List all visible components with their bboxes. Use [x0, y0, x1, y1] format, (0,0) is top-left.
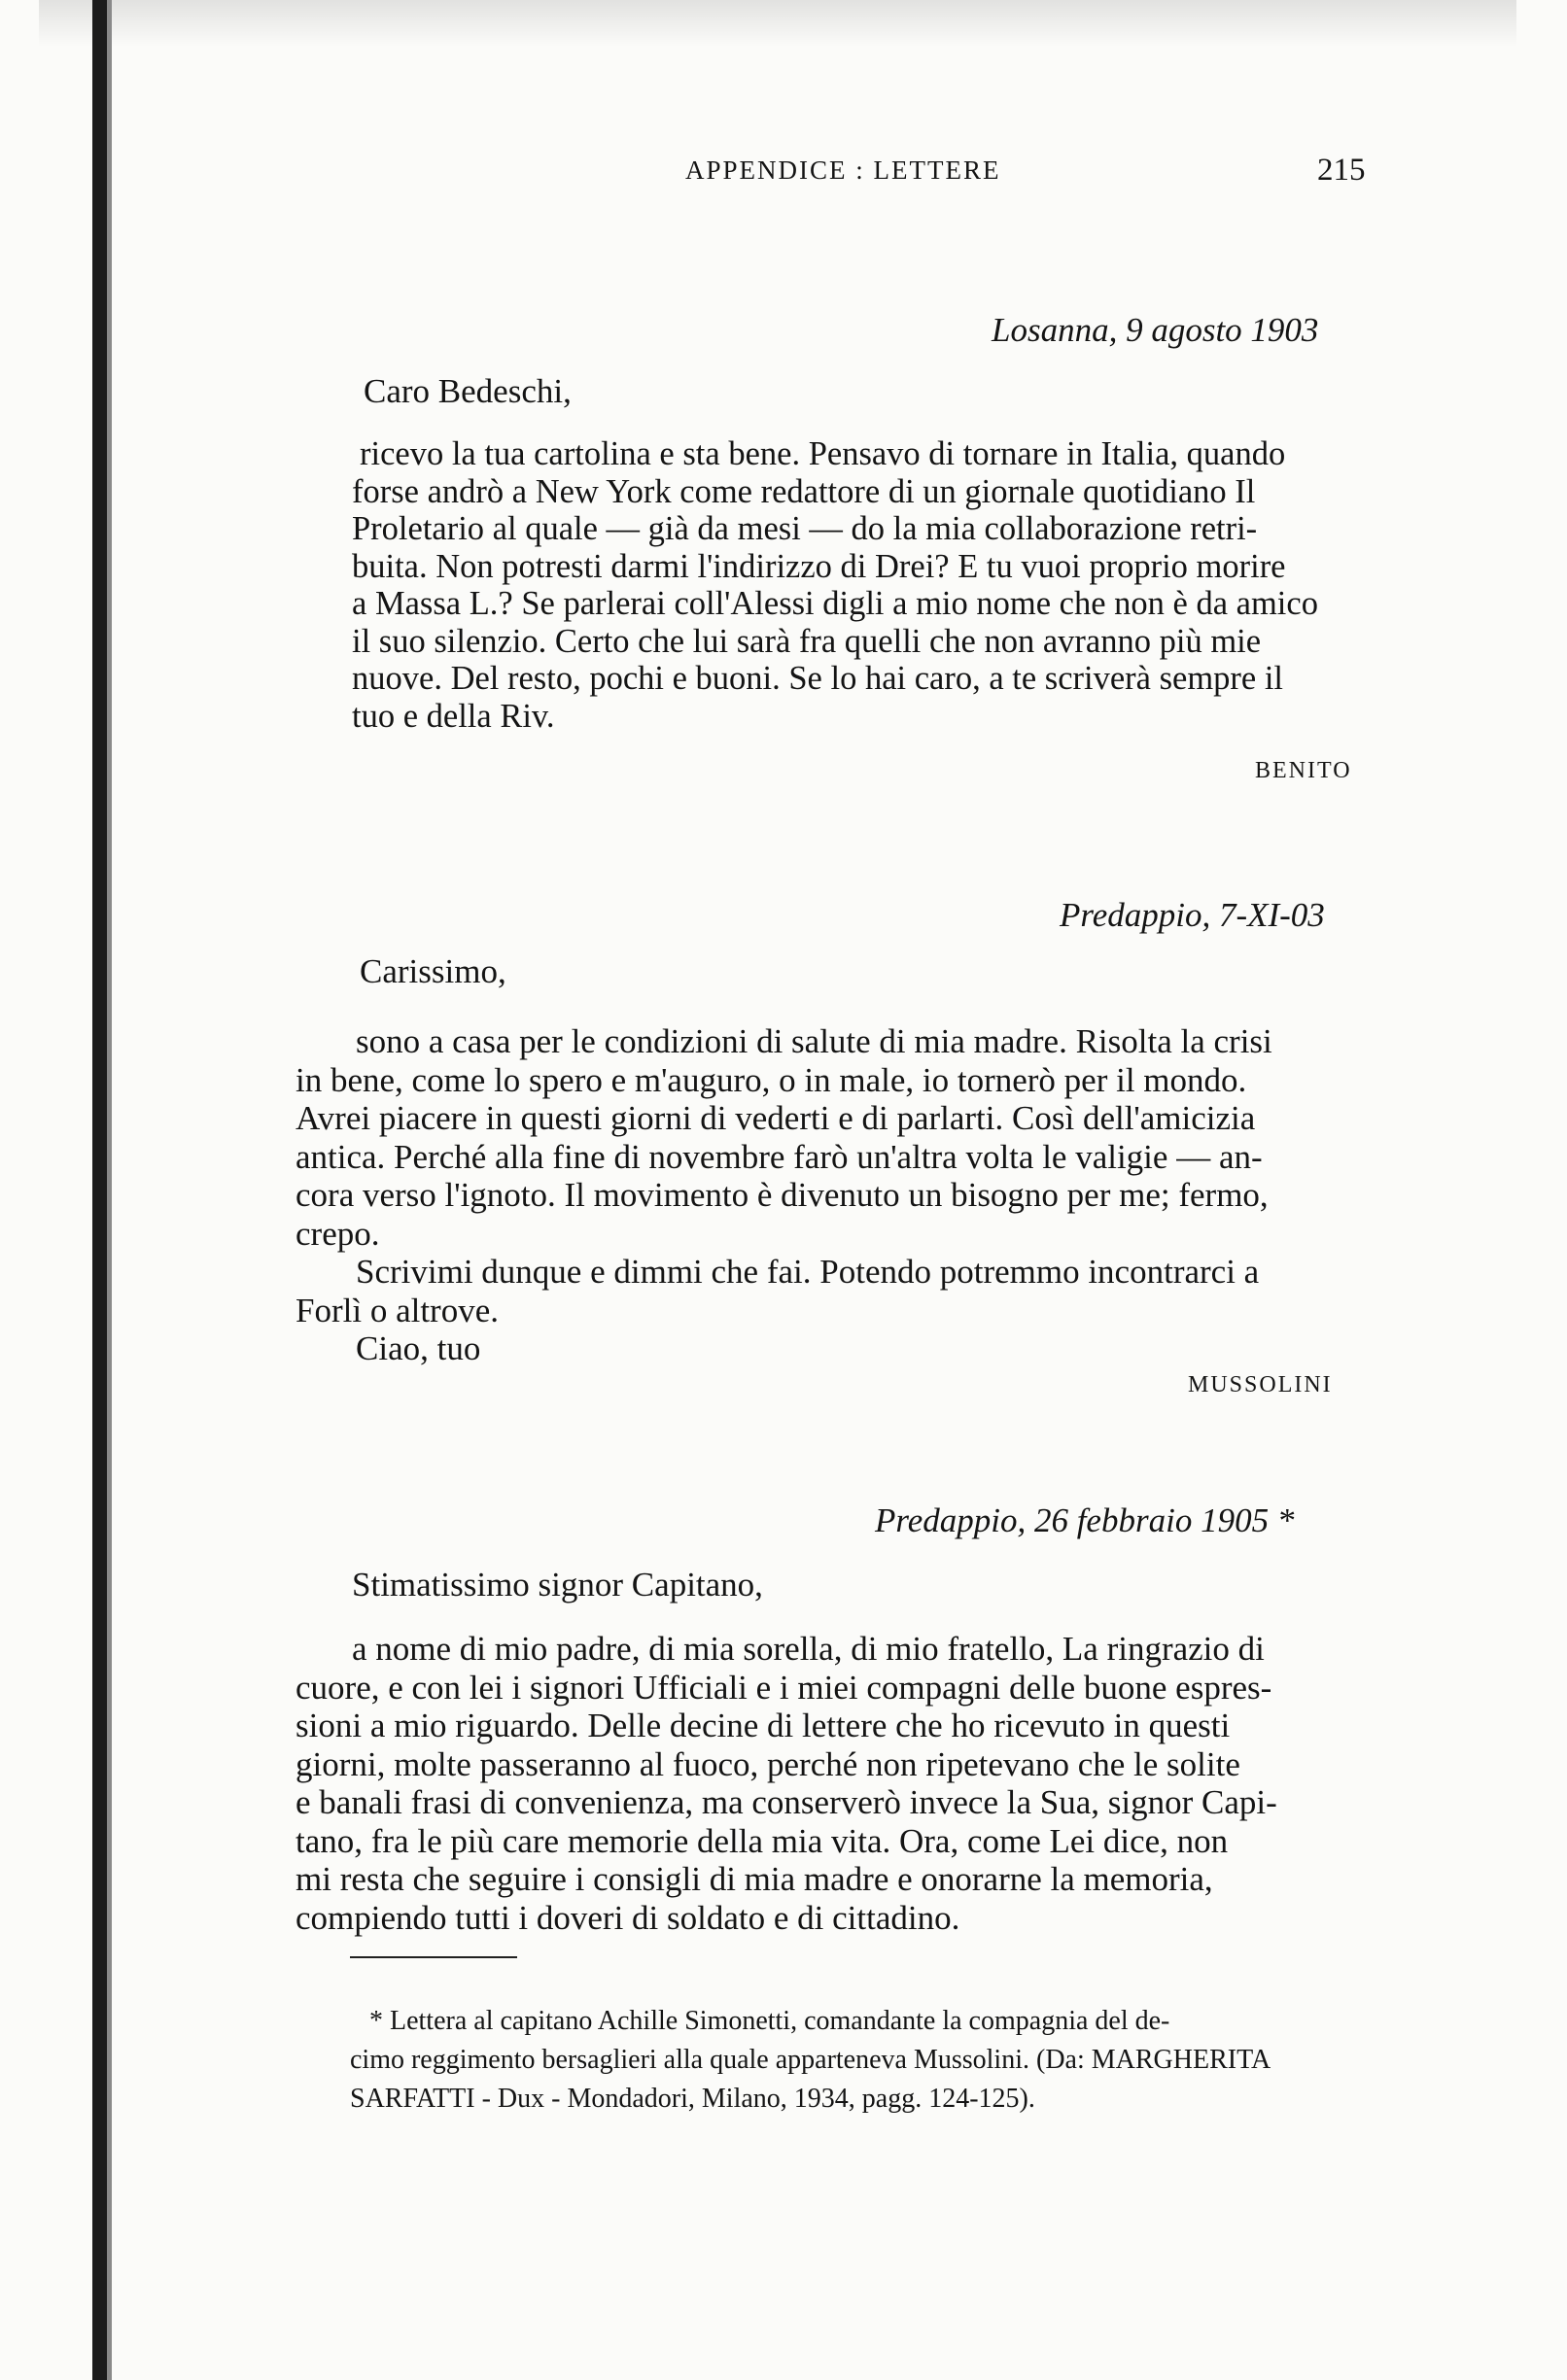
- letter-2-line: crepo.: [296, 1214, 380, 1253]
- letter-2-line: in bene, come lo spero e m'auguro, o in male, io tornerò per il mondo.: [296, 1060, 1247, 1099]
- letter-3-line: a nome di mio padre, di mia sorella, di mio fratello, La ringrazio di: [352, 1630, 1265, 1668]
- letter-2-salutation: Carissimo,: [360, 952, 506, 990]
- letter-1-line: tuo e della Riv.: [352, 697, 555, 735]
- footnote-rule: [350, 1956, 517, 1958]
- letter-1-line: Proletario al quale — già da mesi — do la mia collaborazione retri-: [352, 510, 1258, 547]
- letter-2-line: sono a casa per le condizioni di salute di mia madre. Risolta la crisi: [356, 1022, 1272, 1060]
- letter-2-line: Avrei piacere in questi giorni di vederti e di parlarti. Così dell'amicizia: [296, 1099, 1256, 1137]
- footnote: [350, 2002, 1419, 2119]
- letter-3-salutation: Stimatissimo signor Capitano,: [352, 1566, 763, 1604]
- letter-1-date: Losanna, 9 agosto 1903: [992, 311, 1319, 349]
- book-spine-edge: [107, 0, 112, 2380]
- letter-3-date: Predappio, 26 febbraio 1905 *: [875, 1501, 1295, 1539]
- letter-1-salutation: Caro Bedeschi,: [364, 372, 572, 410]
- book-spine-shadow: [92, 0, 107, 2380]
- letter-1-body: [352, 435, 1419, 735]
- letter-1-signature: BENITO: [1255, 758, 1352, 783]
- letter-2-line: Forlì o altrove.: [296, 1291, 499, 1329]
- letter-3-line: sioni a mio riguardo. Delle decine di lettere che ho ricevuto in questi: [296, 1707, 1231, 1744]
- letter-3-body: [296, 1630, 1419, 1937]
- letter-1-line: a Massa L.? Se parlerai coll'Alessi digli a mio nome che non è da amico: [352, 585, 1318, 622]
- letter-1-line: forse andrò a New York come redattore di un giornale quotidiano Il: [352, 472, 1256, 510]
- letter-2-line: Scrivimi dunque e dimmi che fai. Potendo potremmo incontrarci a: [356, 1253, 1260, 1291]
- page-number: 215: [1317, 153, 1366, 188]
- footnote-line: cimo reggimento bersaglieri alla quale apparteneva Mussolini. (Da: MARGHERITA: [350, 2045, 1271, 2075]
- letter-2-date: Predappio, 7-XI-03: [1060, 896, 1325, 934]
- letter-3-line: compiendo tutti i doveri di soldato e di cittadino.: [296, 1898, 960, 1937]
- footnote-line: SARFATTI - Dux - Mondadori, Milano, 1934, pagg. 124-125).: [350, 2084, 1035, 2114]
- letter-2-body: [296, 1022, 1419, 1368]
- letter-1-line: ricevo la tua cartolina e sta bene. Pensavo di tornare in Italia, quando: [360, 435, 1286, 472]
- letter-2-line: Ciao, tuo: [356, 1329, 481, 1367]
- running-head: APPENDICE : LETTERE: [685, 155, 1001, 185]
- letter-2-signature: MUSSOLINI: [1188, 1372, 1333, 1397]
- letter-3-line: tano, fra le più care memorie della mia vita. Ora, come Lei dice, non: [296, 1821, 1229, 1860]
- letter-2-line: antica. Perché alla fine di novembre farò un'altra volta le valigie — an-: [296, 1137, 1263, 1176]
- letter-3-line: cuore, e con lei i signori Ufficiali e i miei compagni delle buone espres-: [296, 1668, 1272, 1707]
- letter-3-line: giorni, molte passeranno al fuoco, perché non ripetevano che le solite: [296, 1744, 1240, 1783]
- letter-1-line: nuove. Del resto, pochi e buoni. Se lo hai caro, a te scriverà sempre il: [352, 660, 1284, 697]
- letter-3-line: e banali frasi di convenienza, ma conserverò invece la Sua, signor Capi-: [296, 1783, 1277, 1821]
- letter-1-line: il suo silenzio. Certo che lui sarà fra quelli che non avranno più mie: [352, 622, 1262, 660]
- scan-top-edge: [39, 0, 1516, 47]
- letter-1-line: buita. Non potresti darmi l'indirizzo di Drei? E tu vuoi proprio morire: [352, 547, 1286, 585]
- footnote-line: * Lettera al capitano Achille Simonetti, comandante la compagnia del de-: [369, 2006, 1170, 2036]
- letter-3-line: mi resta che seguire i consigli di mia madre e onorarne la memoria,: [296, 1860, 1213, 1898]
- letter-2-line: cora verso l'ignoto. Il movimento è divenuto un bisogno per me; fermo,: [296, 1176, 1269, 1214]
